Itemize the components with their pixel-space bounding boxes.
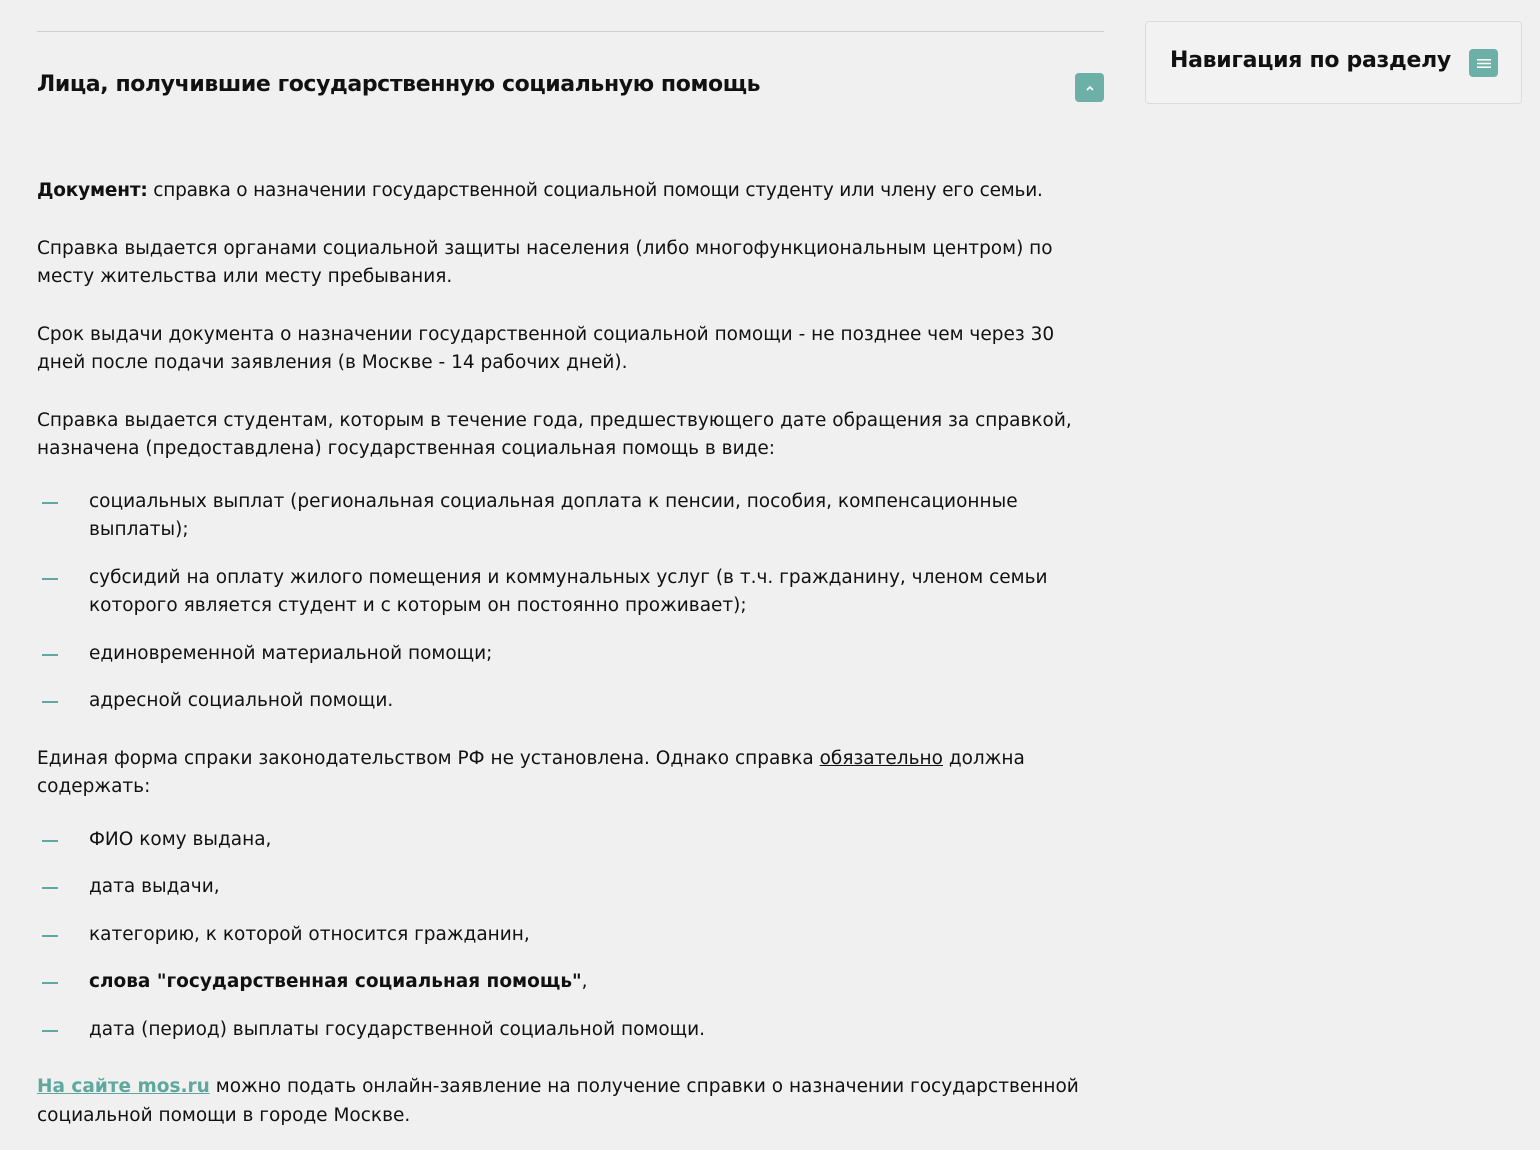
menu-icon [1477, 58, 1491, 69]
section-title: Лица, получившие государственную социальную помощь [37, 72, 761, 97]
list-item [37, 564, 1104, 621]
list-item-text: ФИО кому выдана, [89, 828, 272, 850]
mos-ru-link[interactable]: На сайте mos.ru [37, 1076, 210, 1097]
list-item-text: единовременной материальной помощи; [89, 642, 493, 664]
required-fields-list [37, 826, 1104, 1045]
list-item [37, 826, 1104, 855]
list-item [37, 640, 1104, 669]
deadline-paragraph: Срок выдачи документа о назначении государственной социальной помощи - не позднее чем через 30 дней после подачи заявления (в Москве - 14 рабочих дней). [37, 323, 1055, 373]
requirements-text: Единая форма спраки законодательством РФ не установлена. Однако справка [37, 747, 820, 769]
dash-marker [42, 701, 58, 703]
document-label: Документ: [37, 180, 148, 201]
divider [37, 31, 1104, 32]
list-item-text: дата (период) выплаты государственной социальной помощи. [89, 1018, 706, 1040]
dash-marker [42, 935, 58, 937]
list-item [37, 921, 1104, 950]
requirements-emphasis: обязательно [819, 747, 943, 769]
requirements-paragraph [37, 745, 1104, 802]
list-item-text: дата выдачи, [89, 876, 220, 897]
list-item-bold-text: слова "государственная социальная помощь" [89, 971, 582, 992]
list-item-text: социальных выплат (региональная социальная доплата к пенсии, пособия, компенсационные выплаты); [89, 490, 1018, 540]
online-application-text: можно подать онлайн-заявление на получение справки о назначении государственной социальной помощи в городе Москве. [37, 1076, 1079, 1126]
dash-marker [42, 654, 58, 656]
assistance-types-list [37, 488, 1104, 716]
online-application-paragraph [37, 1073, 1104, 1130]
list-item [37, 488, 1104, 545]
section-content [37, 177, 1104, 1130]
list-item [37, 687, 1104, 716]
collapse-button[interactable] [1075, 73, 1104, 102]
list-item-text: адресной социальной помощи. [89, 690, 394, 711]
chevron-up-icon [1085, 84, 1095, 92]
eligibility-paragraph: Справка выдается студентам, которым в течение года, предшествующего дате обращения за справкой, назначена (предоставдлена) государственная социальная помощь в виде: [37, 409, 1072, 459]
issuer-paragraph: Справка выдается органами социальной защиты населения (либо многофункциональным центром) по месту жительства или месту пребывания. [37, 237, 1053, 287]
dash-marker [42, 502, 58, 504]
dash-marker [42, 840, 58, 842]
list-item [37, 873, 1104, 902]
section-navigation-card [1145, 21, 1522, 104]
document-text: справка о назначении государственной социальной помощи студенту или члену его семьи. [147, 180, 1043, 201]
list-item-text: категорию, к которой относится гражданин, [89, 923, 530, 945]
dash-marker [42, 982, 58, 984]
section-navigation-menu-button[interactable] [1469, 49, 1498, 77]
dash-marker [42, 887, 58, 889]
dash-marker [42, 1030, 58, 1032]
section-navigation-title: Навигация по разделу [1170, 48, 1451, 73]
list-item [37, 968, 1104, 997]
document-paragraph [37, 177, 1104, 206]
list-item [37, 1016, 1104, 1045]
requirements-text-end: должна содержать: [37, 747, 1025, 797]
list-item-text: , [581, 971, 588, 992]
list-item-text: субсидий на оплату жилого помещения и коммунальных услуг (в т.ч. гражданину, членом семьи которого является студент и с которым он постоянно проживает); [89, 566, 1048, 616]
dash-marker [42, 578, 58, 580]
